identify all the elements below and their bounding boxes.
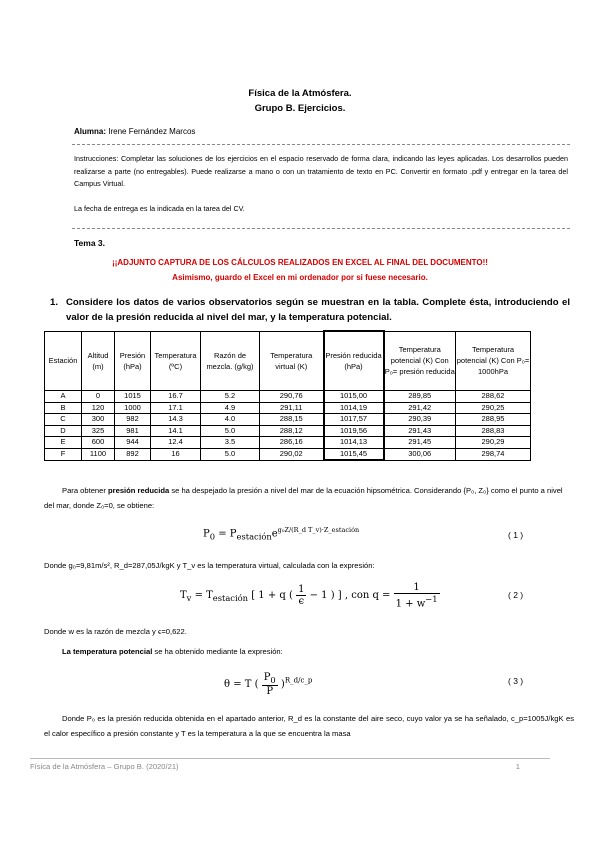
- question-text: Considere los datos de varios observatorios según se muestran en la tabla. Complete ésta, introduciendo el valor de la presión reducida al nivel del mar, y la temperatura potencial.: [66, 297, 570, 323]
- document-title: Física de la Atmósfera.: [248, 88, 352, 99]
- table-row: [45, 402, 531, 414]
- table-row: [45, 391, 531, 403]
- paragraph-presion-reducida: [44, 483, 574, 513]
- table-header-row: [45, 331, 531, 391]
- table-cell: 291,11: [260, 402, 324, 414]
- text-run: se ha despejado la presión a nivel del mar de la ecuación hipsométrica. Considerando {P₀, Z₀} como el punto a nivel del mar, donde Z₀=0, se obtiene:: [44, 486, 563, 510]
- text-bold: La temperatura potencial: [62, 647, 153, 656]
- table-cell: E: [45, 437, 82, 449]
- table-cell: 5.0: [201, 448, 260, 460]
- table-cell: 981: [115, 425, 151, 437]
- header-temp-potencial-reducida: Temperatura potencial (K) Con P₀= presión reducida: [384, 331, 456, 391]
- equation-2: $T_v = T_{estación}$ [ 1 + q ( $\frac{1}{\epsilon}$ − 1 ) ] , con q = $\frac{1}{1 + w^{-1}}$: [180, 582, 438, 610]
- table-cell: 289,85: [384, 391, 456, 403]
- table-cell: 288,95: [456, 414, 531, 426]
- footer-text: Física de la Atmósfera – Grupo B. (2020/21): [30, 762, 179, 771]
- equation-1: $P_0 = P_{estación}e^{g_0Z/(R\_d T\_v)\cdot Z\_estación}$: [203, 526, 360, 542]
- header-presion: Presión (hPa): [115, 331, 151, 391]
- table-cell: 1015: [115, 391, 151, 403]
- table-cell: 5.2: [201, 391, 260, 403]
- table-cell: 325: [82, 425, 115, 437]
- table-cell: 290,02: [260, 448, 324, 460]
- header-presion-reducida: Presión reducida (hPa): [324, 331, 384, 391]
- question-1: [50, 295, 570, 325]
- table-cell: 291,45: [384, 437, 456, 449]
- table-row: [45, 448, 531, 460]
- table-cell: 944: [115, 437, 151, 449]
- table-cell: 1014,13: [324, 437, 384, 449]
- table-cell: 4.0: [201, 414, 260, 426]
- table-cell: 300,06: [384, 448, 456, 460]
- table-cell: 16: [151, 448, 201, 460]
- table-cell: A: [45, 391, 82, 403]
- table-cell: 1015,00: [324, 391, 384, 403]
- student-label: Alumna:: [74, 127, 106, 136]
- text-bold: presión reducida: [108, 486, 170, 495]
- table-cell: 1015,45: [324, 448, 384, 460]
- table-cell: 298,74: [456, 448, 531, 460]
- table-cell: B: [45, 402, 82, 414]
- paragraph-constants: Donde P₀ es la presión reducida obtenida en el apartado anterior, R_d es la constante del aire seco, cuyo valor ya se ha señalado, c_p=1005J/kgK es el calor específico a presión constante y T es la temperatura a la que se encuentra la masa: [44, 714, 574, 738]
- table-cell: 600: [82, 437, 115, 449]
- header-razon-mezcla: Razón de mezcla. (g/kg): [201, 331, 260, 391]
- text-run: se ha obtenido mediante la expresión:: [152, 647, 283, 656]
- text-run: Para obtener: [62, 486, 109, 495]
- table-cell: 4.9: [201, 402, 260, 414]
- divider: [72, 228, 570, 229]
- table-cell: 16.7: [151, 391, 201, 403]
- table-cell: 1014,19: [324, 402, 384, 414]
- deadline-text: La fecha de entrega es la indicada en la tarea del CV.: [74, 204, 245, 213]
- table-cell: 0: [82, 391, 115, 403]
- document-subtitle: Grupo B. Ejercicios.: [254, 103, 346, 114]
- paragraph-potential-temp: [62, 644, 574, 659]
- table-cell: 14.3: [151, 414, 201, 426]
- notice-line-2: Asimismo, guardo el Excel en mi ordenador por si fuese necesario.: [172, 273, 428, 282]
- table-cell: 12.4: [151, 437, 201, 449]
- table-cell: 288,15: [260, 414, 324, 426]
- table-cell: 288,12: [260, 425, 324, 437]
- header-temperatura: Temperatura (ºC): [151, 331, 201, 391]
- table-row: [45, 414, 531, 426]
- table-cell: 291,43: [384, 425, 456, 437]
- table-cell: 300: [82, 414, 115, 426]
- page-number: 1: [515, 762, 520, 771]
- table-cell: 290,29: [456, 437, 531, 449]
- table-cell: 982: [115, 414, 151, 426]
- section-heading: Tema 3.: [74, 238, 106, 248]
- table-cell: 120: [82, 402, 115, 414]
- header-temp-potencial-1000: Temperatura potencial (K) Con P₀= 1000hPa: [456, 331, 531, 391]
- header-temp-virtual: Temperatura virtual (K): [260, 331, 324, 391]
- paragraph-virtual-temp: Donde g₀=9,81m/s², R_d=287,05J/kgK y T_v es la temperatura virtual, calculada con la expresión:: [44, 561, 375, 570]
- table-cell: 1000: [115, 402, 151, 414]
- student-line: [74, 127, 195, 136]
- page-footer: [30, 758, 550, 771]
- table-cell: 17.1: [151, 402, 201, 414]
- table-cell: 290,39: [384, 414, 456, 426]
- student-name: Irene Fernández Marcos: [108, 127, 196, 136]
- table-cell: 288,62: [456, 391, 531, 403]
- paragraph-mixing-ratio: Donde w es la razón de mezcla y ϵ=0,622.: [44, 627, 187, 636]
- table-row: [45, 437, 531, 449]
- table-cell: 1100: [82, 448, 115, 460]
- equation-3: θ = T ( $\frac{P_0}{P}$ )$^{R\_d/c\_p}$: [224, 672, 313, 697]
- table-cell: C: [45, 414, 82, 426]
- table-cell: 5.0: [201, 425, 260, 437]
- table-cell: 892: [115, 448, 151, 460]
- table-cell: 288,83: [456, 425, 531, 437]
- observatory-table: [44, 330, 531, 461]
- table-cell: 290,76: [260, 391, 324, 403]
- table-cell: 291,42: [384, 402, 456, 414]
- table-cell: 3.5: [201, 437, 260, 449]
- table-cell: 1017,57: [324, 414, 384, 426]
- notice-line-1: ¡¡ADJUNTO CAPTURA DE LOS CÁLCULOS REALIZADOS EN EXCEL AL FINAL DEL DOCUMENTO!!: [112, 258, 488, 267]
- table-cell: F: [45, 448, 82, 460]
- table-cell: D: [45, 425, 82, 437]
- table-cell: 286,16: [260, 437, 324, 449]
- instructions-text: Instrucciones: Completar las soluciones de los ejercicios en el espacio reservado de forma clara, indicando las leyes aplicadas. Los desarrollos pueden realizarse a parte (no entregables). Puede realizarse a mano o con un tratamiento de texto en PC. Convertir en formato .pdf y entregar en la tarea del Campus Virtual.: [74, 154, 568, 188]
- question-number: 1.: [50, 297, 59, 308]
- equation-1-number: ( 1 ): [508, 530, 524, 540]
- table-cell: 1019,56: [324, 425, 384, 437]
- equation-2-number: ( 2 ): [508, 590, 524, 600]
- equation-3-number: ( 3 ): [508, 676, 524, 686]
- table-row: [45, 425, 531, 437]
- table-cell: 14.1: [151, 425, 201, 437]
- divider: [72, 144, 570, 145]
- table-cell: 290,25: [456, 402, 531, 414]
- header-altitud: Altitud (m): [82, 331, 115, 391]
- header-estacion: Estación: [45, 331, 82, 391]
